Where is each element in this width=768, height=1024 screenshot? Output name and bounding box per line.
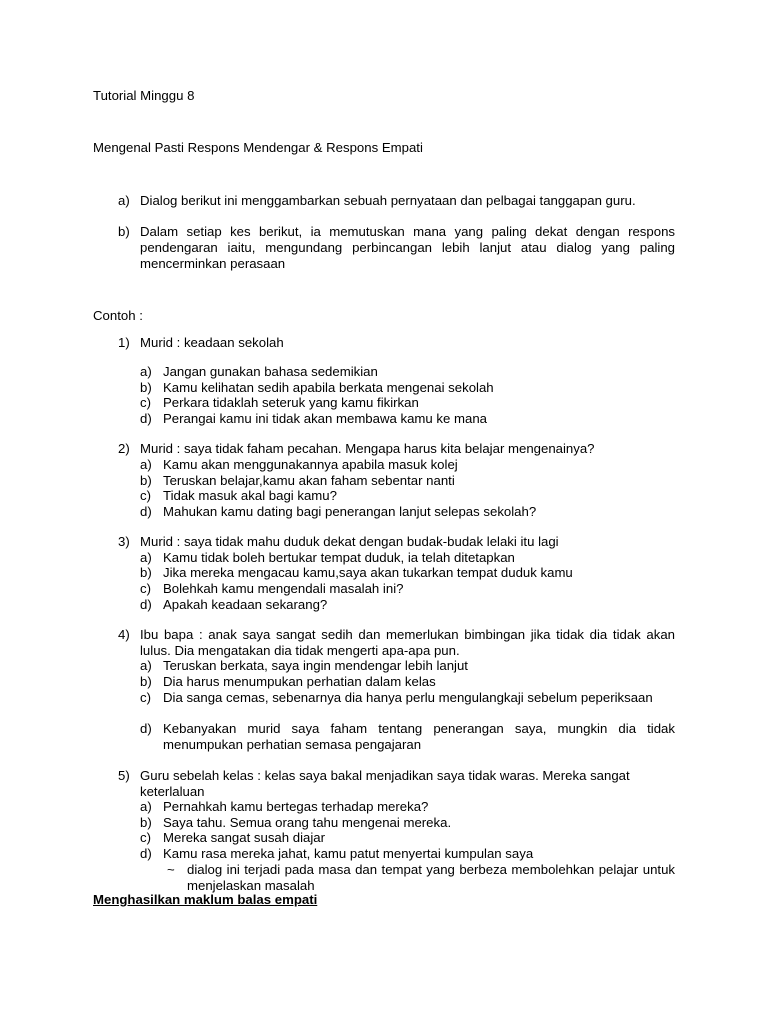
option-text: Perangai kamu ini tidak akan membawa kamu ke mana bbox=[163, 411, 487, 426]
option-text: Tidak masuk akal bagi kamu? bbox=[163, 488, 337, 503]
option-text: Dia harus menumpukan perhatian dalam kelas bbox=[163, 674, 436, 689]
option-label: a) bbox=[140, 550, 152, 565]
case-number: 1) bbox=[118, 335, 130, 350]
case-prompt: Murid : keadaan sekolah bbox=[140, 335, 284, 350]
section-heading: Menghasilkan maklum balas empati bbox=[93, 892, 318, 907]
intro-item-label: b) bbox=[118, 224, 130, 239]
option-label: b) bbox=[140, 565, 152, 580]
option-text: Mereka sangat susah diajar bbox=[163, 830, 326, 845]
case-number: 5) bbox=[118, 768, 130, 783]
case-prompt: Murid : saya tidak faham pecahan. Mengapa harus kita belajar mengenainya? bbox=[140, 441, 595, 456]
option-label: a) bbox=[140, 457, 152, 472]
case-prompt: Ibu bapa : anak saya sangat sedih dan memerlukan bimbingan jika tidak dia tidak akan lulus. Dia mengatakan dia tidak mengerti apa-apa pun. bbox=[140, 627, 675, 658]
option-text: Kamu rasa mereka jahat, kamu patut menyertai kumpulan saya bbox=[163, 846, 534, 861]
option-label: b) bbox=[140, 380, 152, 395]
option-text: Kamu akan menggunakannya apabila masuk kolej bbox=[163, 457, 458, 472]
intro-item-label: a) bbox=[118, 193, 130, 208]
option-label: d) bbox=[140, 846, 152, 861]
option-text: Bolehkah kamu mengendali masalah ini? bbox=[163, 581, 404, 596]
document-subtitle: Mengenal Pasti Respons Mendengar & Respons Empati bbox=[93, 140, 423, 155]
intro-item-text: Dialog berikut ini menggambarkan sebuah pernyataan dan pelbagai tanggapan guru. bbox=[140, 193, 636, 208]
option-text: Teruskan berkata, saya ingin mendengar lebih lanjut bbox=[163, 658, 468, 673]
option-label: d) bbox=[140, 504, 152, 519]
option-label: b) bbox=[140, 674, 152, 689]
option-label: a) bbox=[140, 658, 152, 673]
document-title: Tutorial Minggu 8 bbox=[93, 88, 195, 103]
option-label: c) bbox=[140, 581, 151, 596]
option-label: d) bbox=[140, 411, 152, 426]
option-label: d) bbox=[140, 597, 152, 612]
option-label: c) bbox=[140, 690, 151, 705]
example-label: Contoh : bbox=[93, 308, 143, 323]
option-text: Jika mereka mengacau kamu,saya akan tukarkan tempat duduk kamu bbox=[163, 565, 573, 580]
option-label: c) bbox=[140, 830, 151, 845]
option-text: Mahukan kamu dating bagi penerangan lanjut selepas sekolah? bbox=[163, 504, 537, 519]
option-text: Kebanyakan murid saya faham tentang penerangan saya, mungkin dia tidak menumpukan perhatian semasa pengajaran bbox=[163, 721, 675, 752]
option-label: a) bbox=[140, 364, 152, 379]
option-text: Pernahkah kamu bertegas terhadap mereka? bbox=[163, 799, 429, 814]
case-number: 3) bbox=[118, 534, 130, 549]
option-text: Apakah keadaan sekarang? bbox=[163, 597, 328, 612]
option-text: Perkara tidaklah seteruk yang kamu fikirkan bbox=[163, 395, 419, 410]
note-mark: ~ bbox=[167, 862, 175, 877]
note-text: dialog ini terjadi pada masa dan tempat yang berbeza membolehkan pelajar untuk menjelaskan masalah bbox=[187, 862, 675, 893]
option-label: c) bbox=[140, 488, 151, 503]
option-text: Kamu kelihatan sedih apabila berkata mengenai sekolah bbox=[163, 380, 494, 395]
option-text: Dia sanga cemas, sebenarnya dia hanya perlu mengulangkaji sebelum peperiksaan bbox=[163, 690, 653, 705]
option-label: a) bbox=[140, 799, 152, 814]
case-number: 2) bbox=[118, 441, 130, 456]
case-prompt: Murid : saya tidak mahu duduk dekat dengan budak-budak lelaki itu lagi bbox=[140, 534, 559, 549]
intro-item-text: Dalam setiap kes berikut, ia memutuskan mana yang paling dekat dengan respons pendengaran iaitu, mengundang perbincangan lebih lanjut atau dialog yang paling mencerminkan perasaan bbox=[140, 224, 675, 271]
case-number: 4) bbox=[118, 627, 130, 642]
option-label: b) bbox=[140, 473, 152, 488]
option-label: d) bbox=[140, 721, 152, 736]
case-prompt: Guru sebelah kelas : kelas saya bakal menjadikan saya tidak waras. Mereka sangat keterlaluan bbox=[140, 768, 630, 799]
option-text: Teruskan belajar,kamu akan faham sebentar nanti bbox=[163, 473, 455, 488]
option-label: c) bbox=[140, 395, 151, 410]
option-text: Saya tahu. Semua orang tahu mengenai mereka. bbox=[163, 815, 452, 830]
option-text: Jangan gunakan bahasa sedemikian bbox=[163, 364, 378, 379]
option-text: Kamu tidak boleh bertukar tempat duduk, ia telah ditetapkan bbox=[163, 550, 515, 565]
option-label: b) bbox=[140, 815, 152, 830]
